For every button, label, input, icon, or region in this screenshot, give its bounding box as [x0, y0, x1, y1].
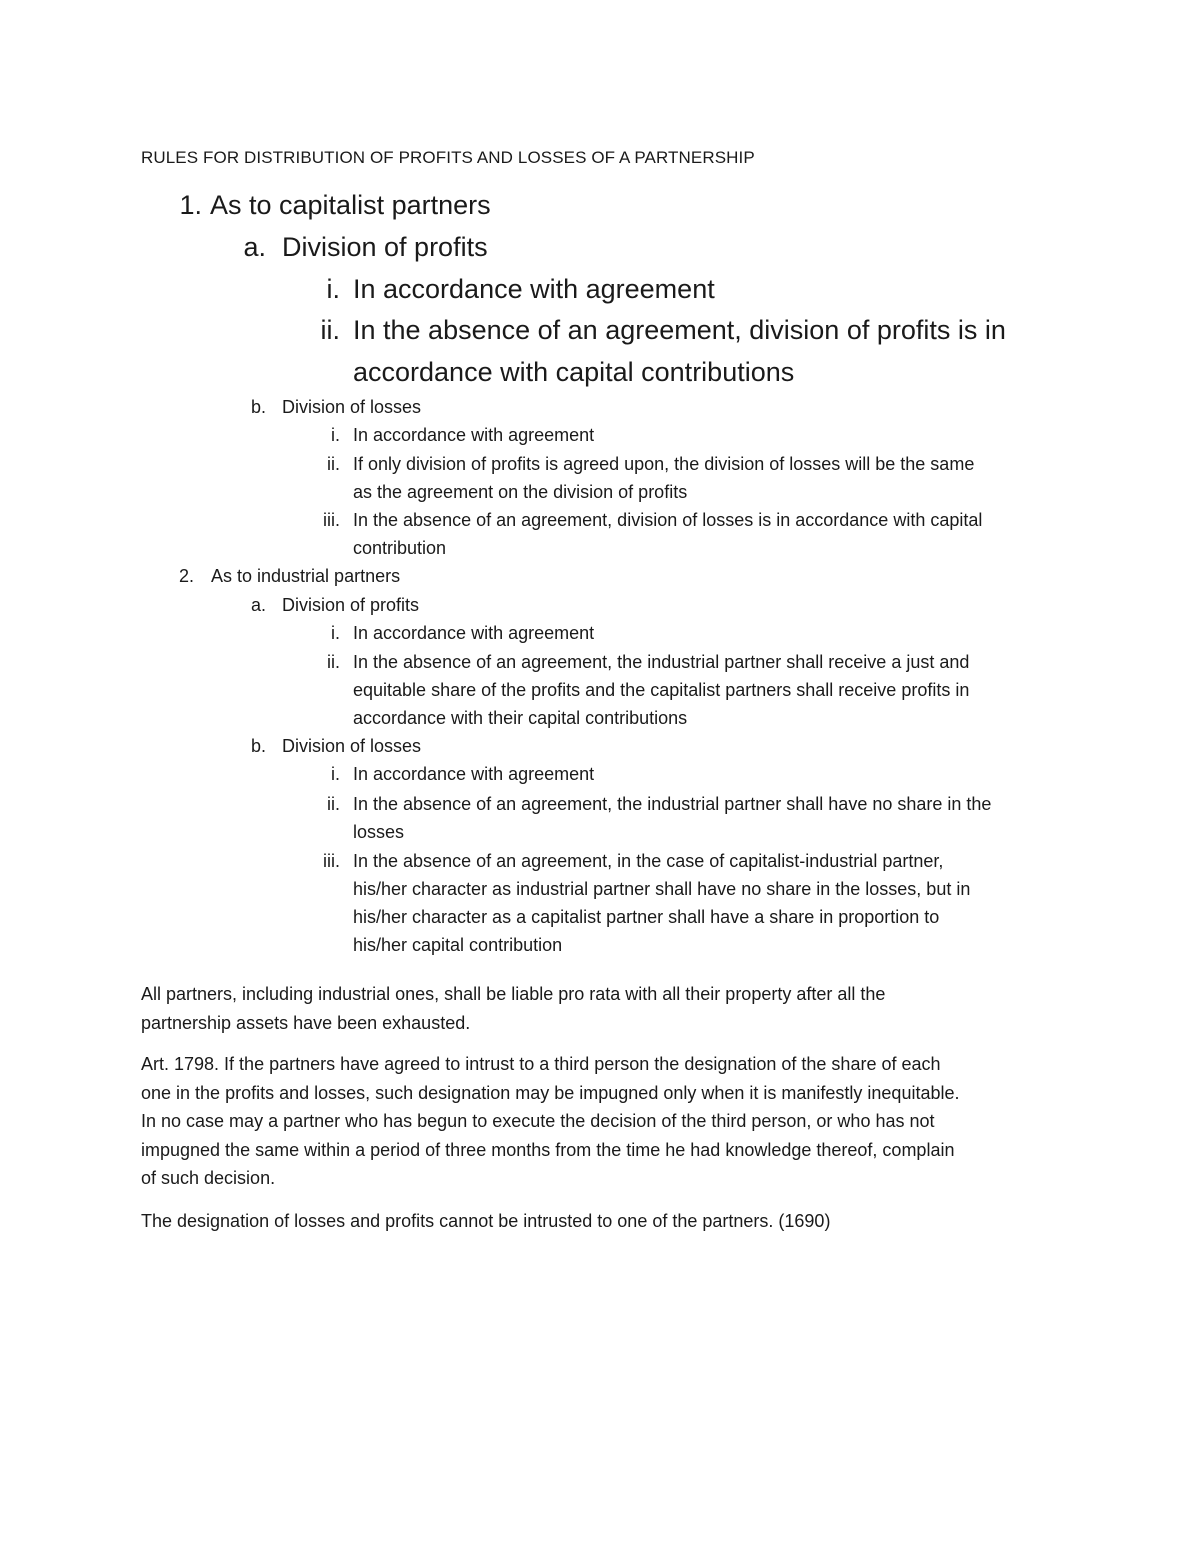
- list-marker: ii.: [327, 794, 340, 814]
- paragraph-liability: [141, 980, 885, 1037]
- list-marker: i.: [326, 274, 340, 304]
- list-marker: i.: [331, 764, 340, 784]
- list-marker: iii.: [323, 510, 340, 530]
- section-heading: As to industrial partners: [211, 566, 401, 586]
- list-item-text: accordance with their capital contributions: [353, 708, 688, 728]
- list-marker: ii.: [320, 315, 340, 345]
- subsection-heading: Division of profits: [282, 595, 420, 615]
- list-marker: ii.: [327, 454, 340, 474]
- list-marker: i.: [331, 425, 340, 445]
- list-marker: ii.: [327, 652, 340, 672]
- list-item-text: his/her capital contribution: [353, 935, 563, 955]
- section-marker: 1.: [179, 190, 202, 220]
- list-item-text: as the agreement on the division of profits: [353, 482, 688, 502]
- list-item-text: losses: [353, 822, 405, 842]
- list-item-text: In the absence of an agreement, the industrial partner shall have no share in the: [353, 794, 992, 814]
- paragraph-line: Art. 1798. If the partners have agreed to intrust to a third person the designation of the share of each: [141, 1054, 941, 1074]
- list-item-text: his/her character as industrial partner shall have no share in the losses, but in: [353, 879, 971, 899]
- paragraph-designation: [141, 1207, 830, 1236]
- list-item-text: In accordance with agreement: [353, 425, 595, 445]
- list-item-text: In accordance with agreement: [353, 274, 715, 304]
- paragraph-line: one in the profits and losses, such designation may be impugned only when it is manifestly inequitable.: [141, 1082, 960, 1103]
- paragraph-line: The designation of losses and profits cannot be intrusted to one of the partners. (1690): [141, 1211, 831, 1231]
- list-item-text: In the absence of an agreement, in the case of capitalist-industrial partner,: [353, 851, 944, 871]
- section-marker: 2.: [178, 566, 194, 586]
- subsection-heading: Division of losses: [282, 397, 422, 417]
- paragraph-line: impugned the same within a period of three months from the time he had knowledge thereof, complain: [141, 1139, 955, 1160]
- paragraph-article-1798: [141, 1050, 959, 1193]
- paragraph-line: All partners, including industrial ones, shall be liable pro rata with all their property after all the: [141, 984, 886, 1004]
- list-item-text: contribution: [353, 538, 447, 558]
- paragraph-line: partnership assets have been exhausted.: [141, 1012, 471, 1033]
- list-item-text: equitable share of the profits and the capitalist partners shall receive profits in: [353, 680, 970, 700]
- list-item-text: In accordance with agreement: [353, 623, 595, 643]
- list-marker: iii.: [323, 851, 340, 871]
- document-title: RULES FOR DISTRIBUTION OF PROFITS AND LOSSES OF A PARTNERSHIP: [141, 148, 755, 167]
- list-marker: i.: [331, 623, 340, 643]
- subsection-marker: a.: [250, 595, 266, 615]
- list-item-text: his/her character as a capitalist partner shall have a share in proportion to: [353, 907, 940, 927]
- list-item-text: In accordance with agreement: [353, 764, 595, 784]
- subsection-marker: b.: [250, 397, 266, 417]
- subsection-marker: a.: [243, 232, 266, 262]
- list-item-text: If only division of profits is agreed upon, the division of losses will be the same: [353, 454, 975, 474]
- paragraph-line: of such decision.: [141, 1168, 276, 1188]
- list-item-text: In the absence of an agreement, the industrial partner shall receive a just and: [353, 652, 970, 672]
- list-item-text: In the absence of an agreement, division of losses is in accordance with capital: [353, 510, 983, 530]
- subsection-heading: Division of profits: [282, 232, 488, 262]
- list-item-text: accordance with capital contributions: [353, 357, 795, 387]
- paragraph-line: In no case may a partner who has begun to execute the decision of the third person, or who has not: [141, 1111, 935, 1131]
- section-heading: As to capitalist partners: [210, 190, 491, 220]
- list-item-text: In the absence of an agreement, division of profits is in: [353, 315, 1006, 345]
- subsection-heading: Division of losses: [282, 736, 422, 756]
- subsection-marker: b.: [250, 736, 266, 756]
